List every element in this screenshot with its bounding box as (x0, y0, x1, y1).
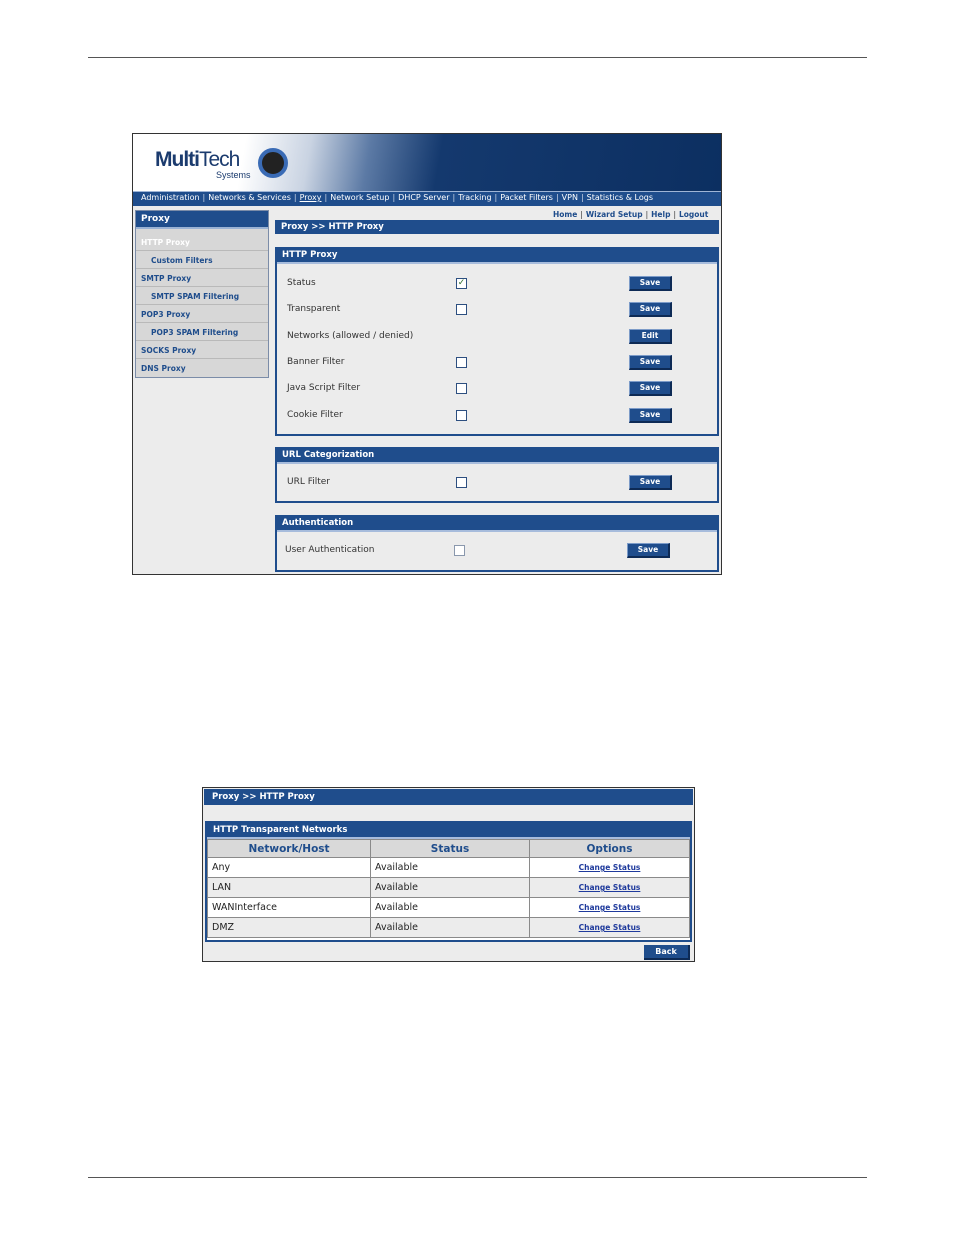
logo-circle-icon (258, 148, 288, 178)
logo-text-tech: Tech (198, 148, 240, 171)
row-status (277, 276, 717, 292)
table-row (208, 918, 690, 938)
cookie-filter-checkbox[interactable] (456, 410, 467, 421)
status-cell: Available (371, 898, 530, 918)
status-save-button[interactable]: Save (629, 276, 672, 291)
http-proxy-panel (275, 247, 719, 436)
breadcrumb-2: Proxy >> HTTP Proxy (204, 789, 693, 805)
row-url-filter (277, 475, 717, 491)
nav-proxy[interactable]: Proxy (299, 193, 322, 202)
authentication-panel (275, 515, 719, 572)
header-banner (133, 134, 721, 191)
link-help[interactable]: Help (651, 210, 671, 219)
banner-filter-checkbox[interactable] (456, 357, 467, 368)
host-cell: LAN (208, 878, 371, 898)
networks-edit-button[interactable]: Edit (629, 329, 672, 344)
sidebar-item-dns-proxy[interactable]: DNS Proxy (141, 364, 186, 373)
page-top-rule (88, 57, 867, 58)
change-status-link[interactable]: Change Status (578, 883, 641, 892)
transparent-save-button[interactable]: Save (629, 302, 672, 317)
status-label: Status (287, 278, 316, 288)
row-javascript-filter (277, 381, 717, 397)
user-authentication-save-button[interactable]: Save (627, 543, 670, 558)
table-row (208, 878, 690, 898)
url-filter-save-button[interactable]: Save (629, 475, 672, 490)
link-wizard-setup[interactable]: Wizard Setup (585, 210, 643, 219)
javascript-filter-label: Java Script Filter (287, 383, 361, 393)
top-links: Home | Wizard Setup | Help | Logout (553, 210, 709, 219)
banner-filter-save-button[interactable]: Save (629, 355, 672, 370)
sidebar-title: Proxy (136, 211, 268, 229)
nav-statistics-logs[interactable]: Statistics & Logs (586, 193, 653, 202)
javascript-filter-checkbox[interactable] (456, 383, 467, 394)
link-logout[interactable]: Logout (678, 210, 709, 219)
status-cell: Available (371, 858, 530, 878)
sidebar-item-custom-filters[interactable]: Custom Filters (151, 256, 213, 265)
nav-vpn[interactable]: VPN (561, 193, 578, 202)
col-options: Options (530, 840, 690, 858)
url-filter-label: URL Filter (287, 477, 331, 487)
row-networks (277, 329, 717, 345)
col-status: Status (371, 840, 530, 858)
nav-administration[interactable]: Administration (141, 193, 200, 202)
url-categorization-panel (275, 447, 719, 503)
status-cell: Available (371, 918, 530, 938)
main-nav: Administration | Networks & Services | Proxy | Network Setup | DHCP Server | Tracking | Packet Filters | VPN | Statistics & Logs (133, 191, 721, 206)
sidebar-item-smtp-spam[interactable]: SMTP SPAM Filtering (151, 292, 240, 301)
sidebar-item-http-proxy[interactable]: HTTP Proxy (141, 238, 190, 247)
authentication-title: Authentication (277, 517, 717, 532)
transparent-label: Transparent (287, 304, 341, 314)
nav-dhcp-server[interactable]: DHCP Server (398, 193, 450, 202)
transparent-networks-panel (205, 821, 692, 942)
nav-tracking[interactable]: Tracking (458, 193, 492, 202)
row-user-authentication (275, 543, 715, 559)
transparent-networks-title: HTTP Transparent Networks (207, 823, 690, 839)
row-transparent (277, 302, 717, 318)
host-cell: Any (208, 858, 371, 878)
back-button[interactable]: Back (644, 945, 690, 960)
row-cookie-filter (277, 408, 717, 424)
change-status-link[interactable]: Change Status (578, 903, 641, 912)
host-cell: WANInterface (208, 898, 371, 918)
change-status-link[interactable]: Change Status (578, 863, 641, 872)
status-cell: Available (371, 878, 530, 898)
transparent-networks-table (207, 839, 690, 938)
nav-network-setup[interactable]: Network Setup (330, 193, 390, 202)
host-cell: DMZ (208, 918, 371, 938)
link-home[interactable]: Home (553, 210, 578, 219)
change-status-link[interactable]: Change Status (578, 923, 641, 932)
row-banner-filter (277, 355, 717, 371)
col-network-host: Network/Host (208, 840, 371, 858)
sidebar-item-pop3-spam[interactable]: POP3 SPAM Filtering (151, 328, 239, 337)
logo-text-multi: Multi (155, 148, 199, 171)
sidebar (135, 210, 269, 378)
javascript-filter-save-button[interactable]: Save (629, 381, 672, 396)
cookie-filter-save-button[interactable]: Save (629, 408, 672, 423)
logo-subtext: Systems (216, 170, 251, 180)
breadcrumb: Proxy >> HTTP Proxy (275, 220, 719, 234)
url-categorization-title: URL Categorization (277, 449, 717, 464)
transparent-networks-screenshot (202, 787, 695, 962)
status-checkbox[interactable]: ✓ (457, 278, 466, 288)
user-authentication-checkbox[interactable] (454, 545, 465, 556)
table-row (208, 858, 690, 878)
banner-filter-label: Banner Filter (287, 357, 345, 367)
nav-networks-services[interactable]: Networks & Services (208, 193, 291, 202)
url-filter-checkbox[interactable] (456, 477, 467, 488)
user-authentication-label: User Authentication (285, 545, 375, 555)
http-proxy-screenshot (132, 133, 722, 575)
transparent-checkbox[interactable] (456, 304, 467, 315)
sidebar-item-pop3-proxy[interactable]: POP3 Proxy (141, 310, 191, 319)
sidebar-item-smtp-proxy[interactable]: SMTP Proxy (141, 274, 192, 283)
table-row (208, 898, 690, 918)
page-bottom-rule (88, 1177, 867, 1178)
http-proxy-title: HTTP Proxy (277, 249, 717, 264)
cookie-filter-label: Cookie Filter (287, 410, 343, 420)
networks-label: Networks (allowed / denied) (287, 331, 414, 341)
sidebar-item-socks-proxy[interactable]: SOCKS Proxy (141, 346, 197, 355)
nav-packet-filters[interactable]: Packet Filters (500, 193, 553, 202)
